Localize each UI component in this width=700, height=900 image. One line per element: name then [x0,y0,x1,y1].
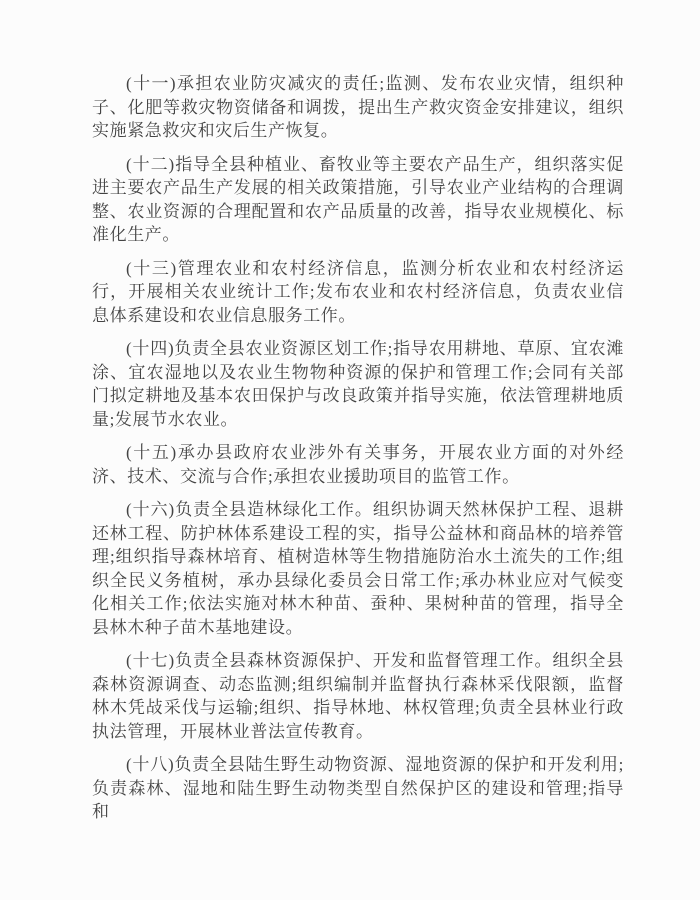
paragraph-item-12: (十二)指导全县种植业、畜牧业等主要农产品生产，组织落实促进主要农产品生产发展的相关政策措施，引导农业产业结构的合理调整、农业资源的合理配置和农产品质量的改善，指导农业规模化、标准化生产。 [92,154,624,244]
paragraph-item-13: (十三)管理农业和农村经济信息，监测分析农业和农村经济运行，开展相关农业统计工作;发布农业和农村经济信息，负责农业信息体系建设和农业信息服务工作。 [92,258,624,325]
paragraph-item-18: (十八)负责全县陆生野生动物资源、湿地资源的保护和开发利用;负责森林、湿地和陆生野生动物类型自然保护区的建设和管理;指导和 [92,755,624,821]
paragraph-item-15: (十五)承办县政府农业涉外有关事务，开展农业方面的对外经济、技术、交流与合作;承担农业援助项目的监管工作。 [92,443,624,486]
paragraph-item-17: (十七)负责全县森林资源保护、开发和监督管理工作。组织全县森林资源调查、动态监测;组织编制并监督执行森林采伐限额，监督林木凭敁采伐与运输;组织、指导林地、林权管理;负责全县林业行政执法管理，开展林业普法宣传教育。 [92,651,624,741]
paragraph-item-16: (十六)负责全县造林绿化工作。组织协调天然林保护工程、退耕还林工程、防护林体系建设工程的实，指导公益林和商品林的培养管理;组织指导森林培育、植树造林等生物措施防治水土流失的工作;组织全民义务植树，承办县绿化委员会日常工作;承办林业应对气候变化相关工作;依法实施对林木种苗、蚕种、果树种苗的管理，指导全县林木种子苗木基地建设。 [92,500,624,637]
document-text-block [92,72,624,834]
paragraph-item-11: (十一)承担农业防灾减灾的责任;监测、发布农业灾情，组织种子、化肥等救灾物资储备和调拨，提出生产救灾资金安排建议，组织实施紧急救灾和灾后生产恢复。 [92,74,624,140]
paragraph-item-14: (十四)负责全县农业资源区划工作;指导农用耕地、草原、宜农滩涂、宜农湿地以及农业生物物种资源的保护和管理工作;会同有关部门拟定耕地及基本农田保护与改良政策并指导实施，依法管理耕地质量;发展节水农业。 [92,339,624,429]
